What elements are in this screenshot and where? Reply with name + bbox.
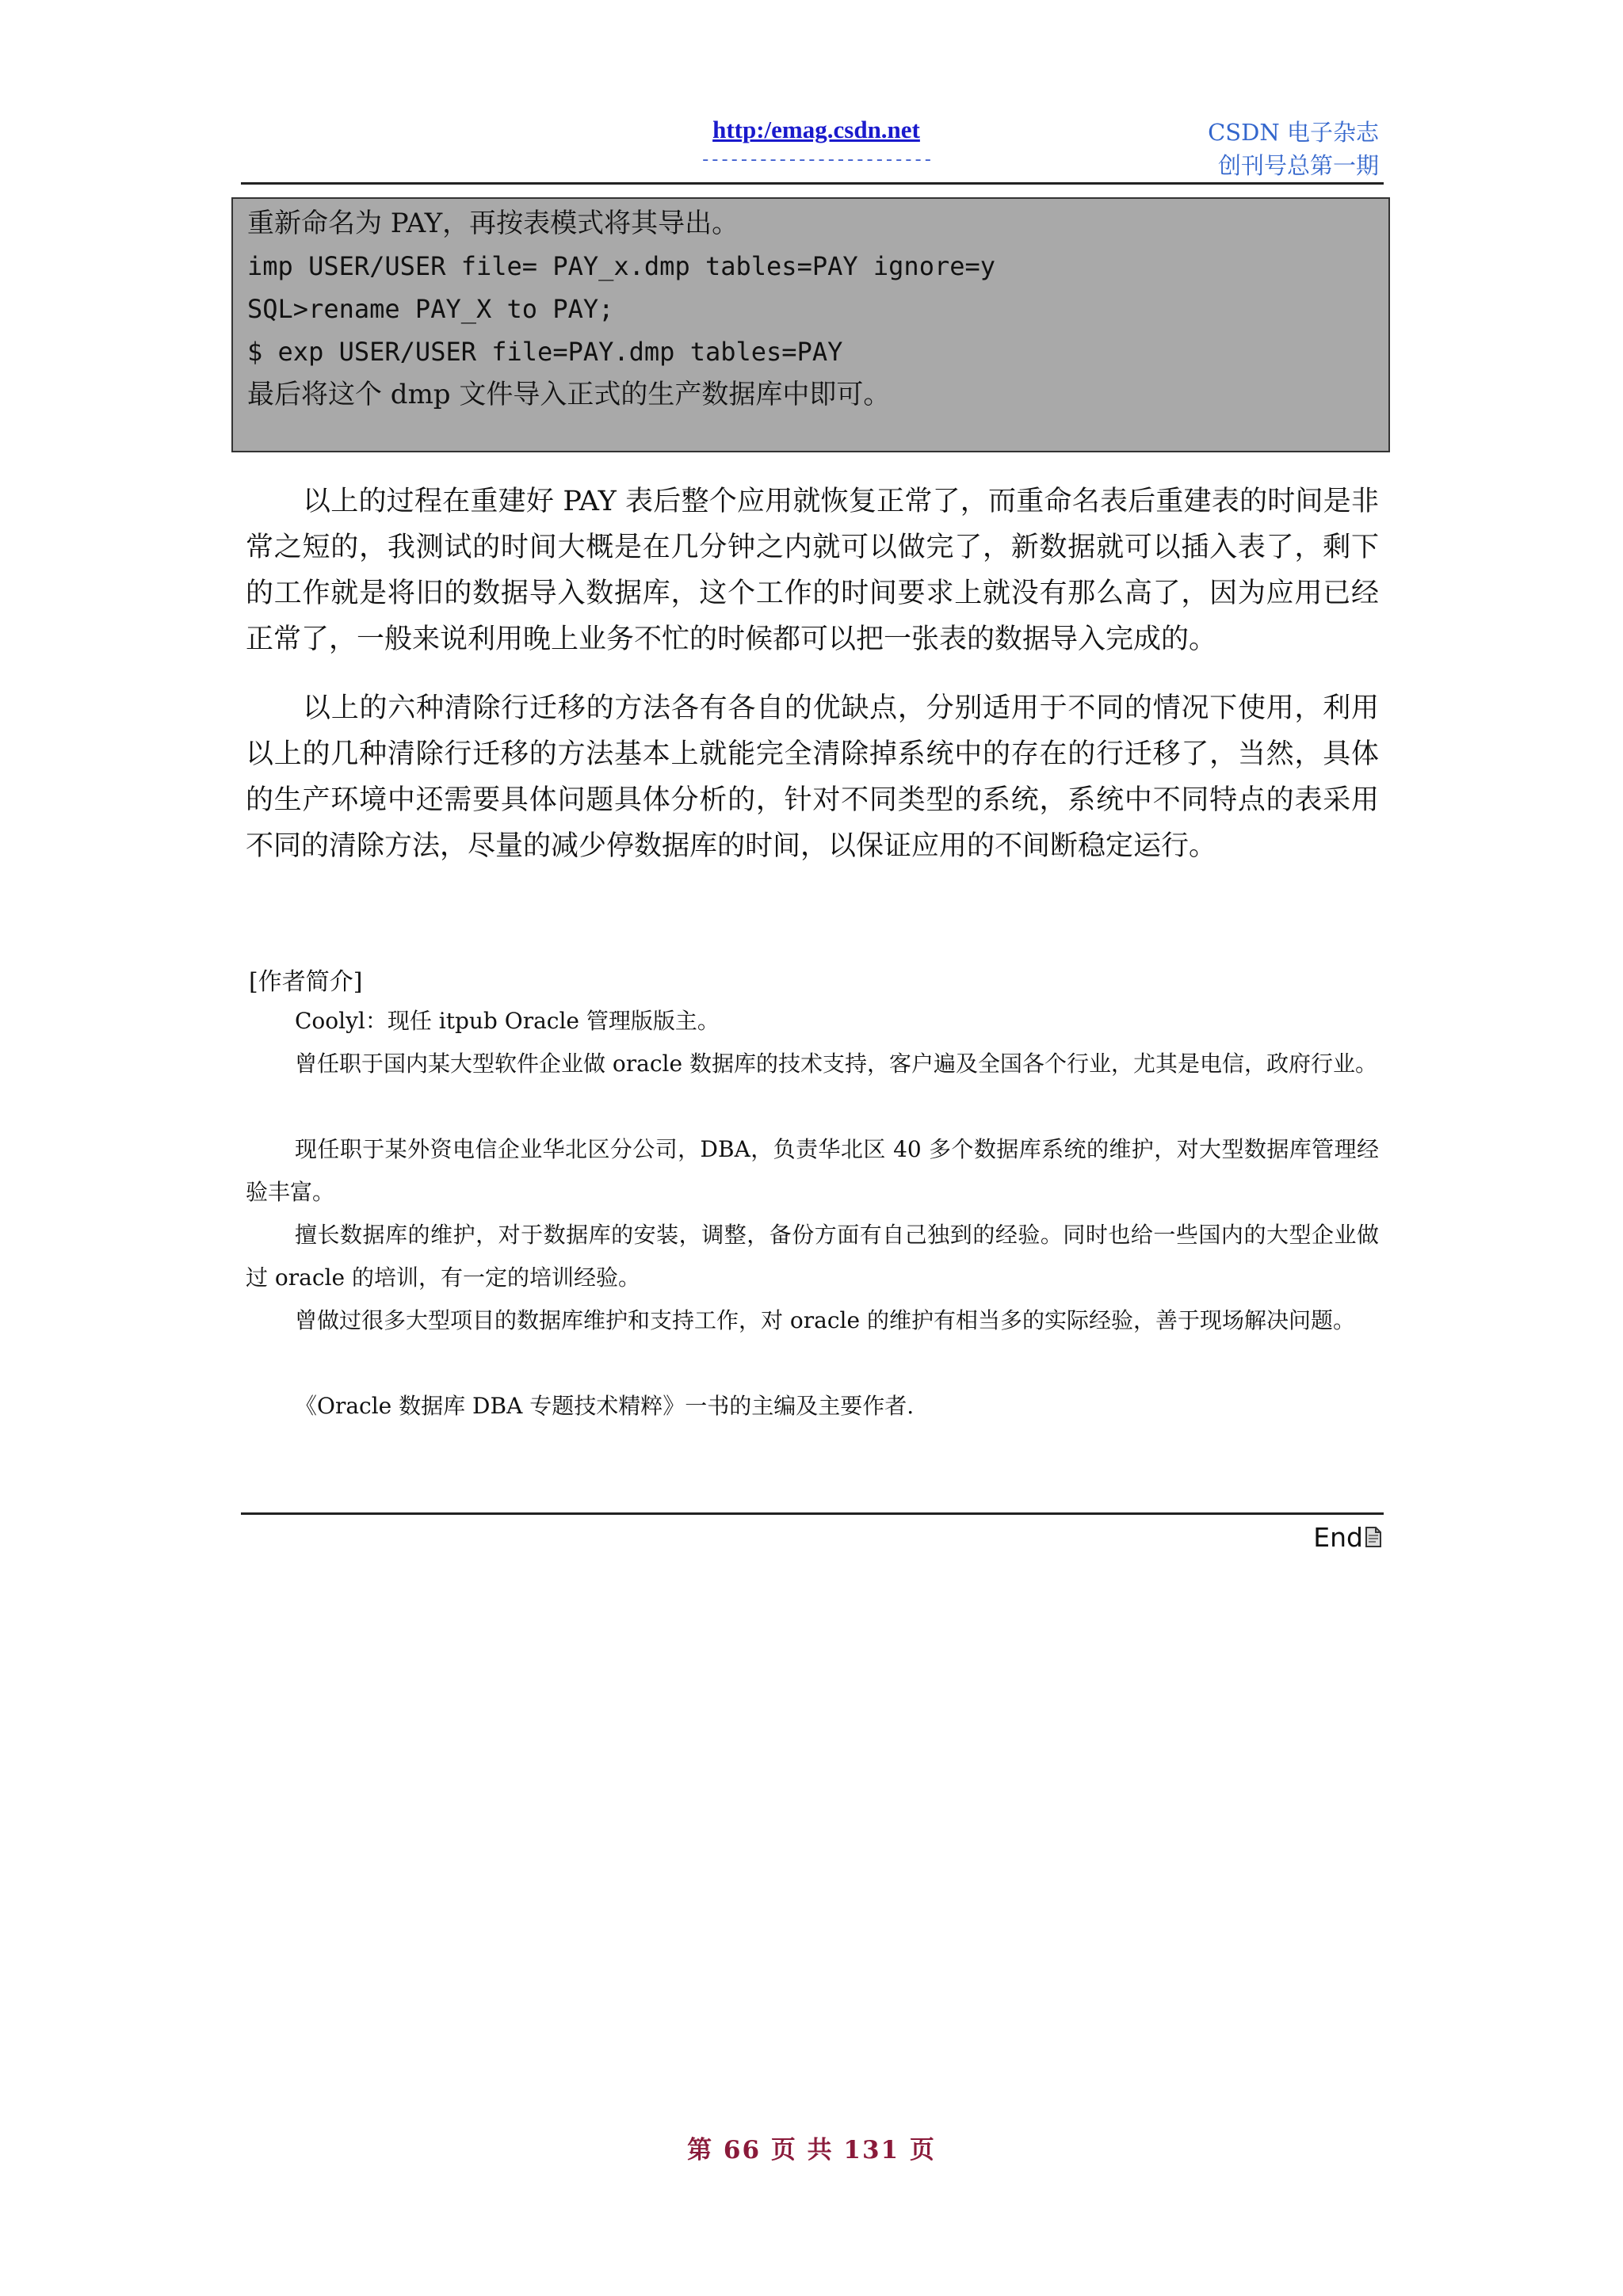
code-line: SQL>rename PAY_X to PAY; [247,294,614,324]
author-section-title: [作者简介] [249,968,363,996]
magazine-name: CSDN 电子杂志 [1208,119,1379,146]
author-bio-item: 现任职于某外资电信企业华北区分公司，DBA，负责华北区 40 多个数据库系统的维护，对大型数据库管理经验丰富。 [246,1136,1379,1205]
magazine-issue: 创刊号总第一期 [1217,152,1379,179]
end-marker [1300,1521,1382,1553]
header-url-link[interactable]: http:/emag.csdn.net [712,116,920,143]
body-paragraph-2: 以上的六种清除行迁移的方法各有各自的优缺点，分别适用于不同的情况下使用，利用以上的几种清除行迁移的方法基本上就能完全清除掉系统中的存在的行迁移了，当然，具体的生产环境中还需要具体问题具体分析的，针对不同类型的系统，系统中不同特点的表采用不同的清除方法，尽量的减少停数据库的时间，以保证应用的不间断稳定运行。 [246,692,1379,862]
author-bio-item: Coolyl：现任 itpub Oracle 管理版版主。 [295,1008,720,1034]
author-bio-item: 曾做过很多大型项目的数据库维护和支持工作，对 oracle 的维护有相当多的实际经验，善于现场解决问题。 [295,1307,1355,1333]
code-line: 重新命名为 PAY，再按表模式将其导出。 [247,208,739,239]
author-bio-item: 擅长数据库的维护，对于数据库的安装，调整，备份方面有自己独到的经验。同时也给一些国内的大型企业做过 oracle 的培训，有一定的培训经验。 [246,1222,1379,1291]
body-paragraph-1: 以上的过程在重建好 PAY 表后整个应用就恢复正常了，而重命名表后重建表的时间是非常之短的，我测试的时间大概是在几分钟之内就可以做完了，新数据就可以插入表了，剩下的工作就是将旧的数据导入数据库，这个工作的时间要求上就没有那么高了，因为应用已经正常了，一般来说利用晚上业务不忙的时候都可以把一张表的数据导入完成的。 [246,486,1379,655]
header-url-dashes: ------------------------ [700,151,933,170]
end-label: End [1313,1521,1363,1553]
header-divider [241,182,1384,185]
code-block [231,197,1390,452]
end-divider [241,1512,1384,1515]
author-bio-item: 《Oracle 数据库 DBA 专题技术精粹》一书的主编及主要作者. [295,1393,915,1419]
code-line: imp USER/USER file= PAY_x.dmp tables=PAY ignore=y [247,251,996,281]
author-bio-item: 曾任职于国内某大型软件企业做 oracle 数据库的技术支持，客户遍及全国各个行业，尤其是电信，政府行业。 [295,1051,1377,1077]
header-magazine-info [1109,116,1379,182]
code-line: 最后将这个 dmp 文件导入正式的生产数据库中即可。 [247,379,891,410]
page-number: 第 66 页 共 131 页 [687,2136,936,2164]
code-line: $ exp USER/USER file=PAY.dmp tables=PAY [247,337,843,367]
document-icon [1365,1527,1382,1547]
